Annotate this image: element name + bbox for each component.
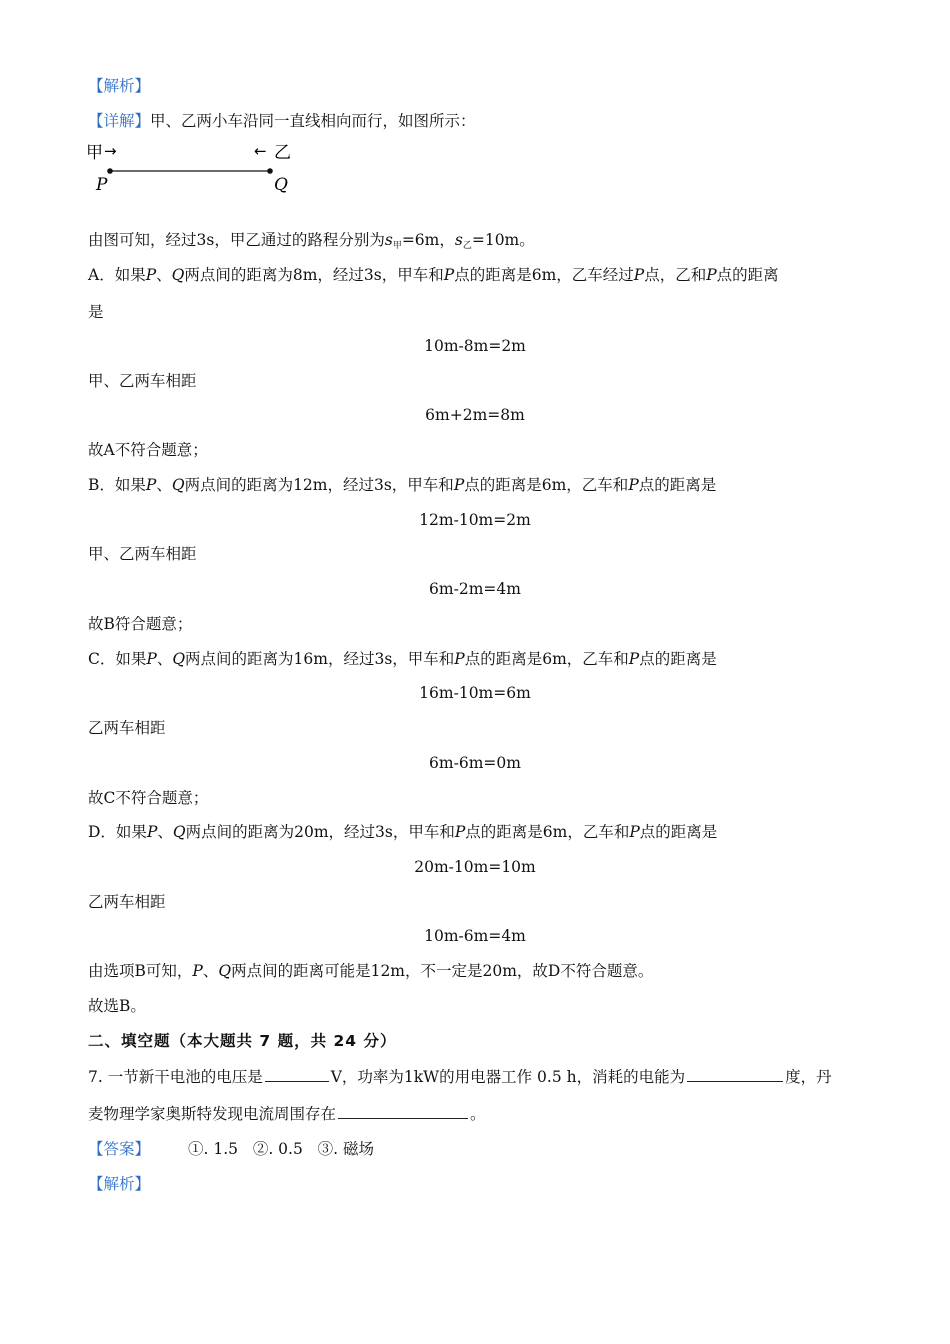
summary-line (88, 961, 653, 981)
option-a-text2: 甲、乙两车相距 (88, 372, 197, 390)
intro-line (88, 230, 535, 256)
detail-line (88, 111, 476, 131)
separator: 、 (156, 650, 173, 668)
option-a-wrap: 是 (88, 303, 104, 321)
symbol-p: P (628, 476, 639, 494)
symbol-q: Q (172, 823, 186, 841)
equation-a1: 10m-8m=2m (424, 337, 526, 355)
option-d-line (88, 822, 717, 842)
final-choice: 故选B。 (88, 997, 146, 1015)
option-a-mid3: 点，乙和 (644, 266, 707, 284)
equation-b2: 6m-2m=4m (429, 580, 521, 598)
s-symbol: s (384, 231, 393, 249)
conclusion-b: 故B符合题意； (88, 615, 193, 633)
section-title: 二、填空题（本大题共 7 题，共 24 分） (88, 1032, 397, 1050)
equation-c1: 16m-10m=6m (419, 684, 531, 702)
symbol-p: P (192, 962, 203, 980)
blank-3[interactable] (338, 1104, 468, 1119)
blank-1[interactable] (265, 1067, 329, 1082)
option-d-mid2: 点的距离是6m，乙车和 (465, 823, 630, 841)
option-c-end: 点的距离是 (639, 650, 717, 668)
answer-line (88, 1139, 374, 1159)
label-yi: 乙 (274, 143, 291, 163)
label-p: P (96, 175, 108, 195)
symbol-q: Q (172, 650, 186, 668)
intro-eq2: =10m。 (471, 231, 535, 249)
symbol-p: P (454, 650, 465, 668)
option-a-mid: 两点间的距离为8m，经过3s，甲车和 (184, 266, 444, 284)
summary-end: 两点间的距离可能是12m，不一定是20m，故D不符合题意。 (231, 962, 654, 980)
option-d-mid: 两点间的距离为20m，经过3s，甲车和 (185, 823, 455, 841)
q7-text-a: 7. 一节新干电池的电压是 (88, 1068, 263, 1086)
symbol-p: P (443, 266, 455, 284)
equation-c2: 6m-6m=0m (429, 754, 521, 772)
option-d-pre: D．如果 (88, 823, 147, 841)
separator: 、 (156, 266, 172, 284)
option-b-line (88, 475, 716, 495)
answer-3: ③. 磁场 (317, 1140, 374, 1158)
detail-label: 【详解】 (88, 112, 151, 130)
answer-label: 【答案】 (88, 1140, 151, 1158)
symbol-q: Q (218, 962, 232, 980)
option-c-mid2: 点的距离是6m，乙车和 (464, 650, 629, 668)
option-d-end: 点的距离是 (639, 823, 718, 841)
intro-eq1: =6m， (401, 231, 455, 249)
answer-1: ①. 1.5 (188, 1140, 239, 1158)
blank-2[interactable] (687, 1067, 783, 1082)
q7-text-c: 度，丹 (785, 1068, 832, 1086)
option-b-mid: 两点间的距离为12m，经过3s，甲车和 (184, 476, 454, 494)
option-b-pre: B．如果 (88, 476, 146, 494)
separator: 、 (156, 476, 172, 494)
label-q: Q (274, 175, 288, 195)
s-symbol: s (454, 231, 463, 249)
option-c-pre: C．如果 (88, 650, 147, 668)
symbol-q: Q (171, 266, 185, 284)
arrow-right-icon: → (104, 142, 117, 160)
equation-a2: 6m+2m=8m (425, 406, 525, 424)
equation-d1: 20m-10m=10m (414, 858, 536, 876)
separator: 、 (157, 823, 173, 841)
option-d-text2: 乙两车相距 (88, 893, 166, 911)
equation-b1: 12m-10m=2m (419, 511, 531, 529)
option-c-mid: 两点间的距离为16m，经过3s，甲车和 (185, 650, 455, 668)
point-p-dot (107, 168, 113, 174)
option-c-line (88, 649, 717, 669)
symbol-p: P (633, 266, 645, 284)
option-a-mid2: 点的距离是6m，乙车经过 (454, 266, 634, 284)
symbol-p: P (145, 266, 157, 284)
analysis-label-2: 【解析】 (88, 1175, 151, 1193)
symbol-p: P (628, 650, 640, 668)
symbol-p: P (629, 823, 640, 841)
symbol-p: P (145, 476, 157, 494)
intro-text: 由图可知，经过3s，甲乙通过的路程分别为 (88, 231, 385, 249)
q7-text-b: V，功率为1kW的用电器工作 0.5 h，消耗的电能为 (330, 1068, 686, 1086)
symbol-p: P (453, 476, 465, 494)
motion-diagram (84, 138, 304, 198)
option-b-mid2: 点的距离是6m，乙车和 (464, 476, 629, 494)
separator: 、 (202, 962, 219, 980)
question-7-line2 (88, 1104, 486, 1124)
option-b-text2: 甲、乙两车相距 (88, 545, 197, 563)
question-7-line1 (88, 1067, 832, 1087)
q7-text-d: 麦物理学家奥斯特发现电流周围存在 (88, 1105, 337, 1123)
answer-2: ②. 0.5 (252, 1140, 303, 1158)
q7-text-e: 。 (470, 1105, 486, 1123)
option-c-text2: 乙两车相距 (88, 719, 166, 737)
s-sub-jia: 甲 (392, 241, 402, 251)
option-a-pre: A．如果 (88, 266, 146, 284)
option-b-end: 点的距离是 (638, 476, 717, 494)
symbol-p: P (454, 823, 466, 841)
conclusion-a: 故A不符合题意； (88, 441, 208, 459)
point-q-dot (267, 168, 273, 174)
summary-pre: 由选项B可知， (88, 962, 193, 980)
option-a-line (88, 265, 779, 285)
symbol-p: P (146, 823, 158, 841)
equation-d2: 10m-6m=4m (424, 927, 526, 945)
arrow-left-icon: ← (254, 142, 267, 160)
conclusion-c: 故C不符合题意； (88, 789, 209, 807)
option-a-end: 点的距离 (716, 266, 779, 284)
symbol-p: P (146, 650, 157, 668)
s-sub-yi: 乙 (462, 241, 472, 251)
analysis-label: 【解析】 (88, 77, 151, 95)
symbol-q: Q (171, 476, 185, 494)
label-jia: 甲 (86, 143, 103, 163)
detail-text: 甲、乙两小车沿同一直线相向而行，如图所示： (150, 112, 476, 130)
symbol-p: P (706, 266, 717, 284)
